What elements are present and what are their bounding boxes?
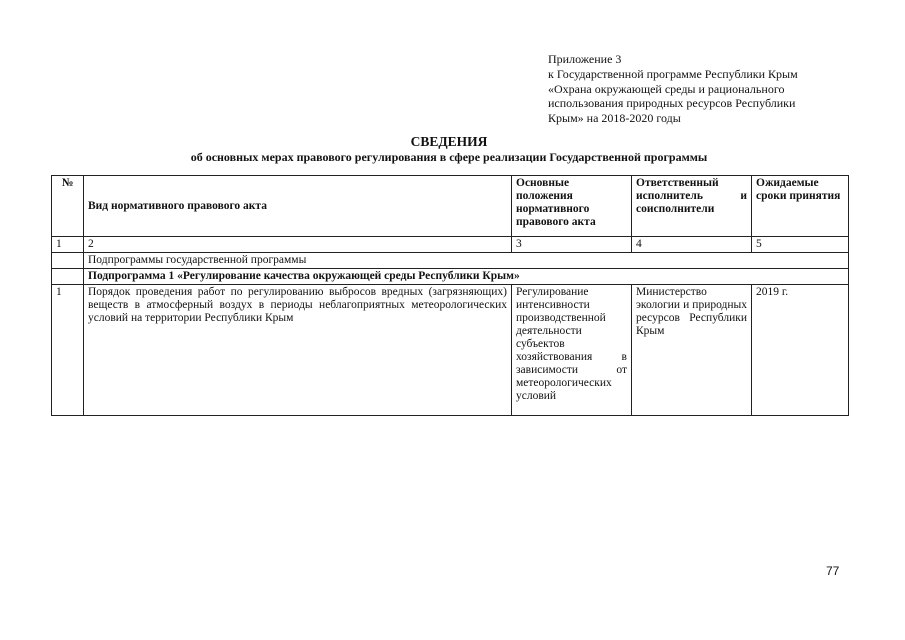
measures-table [51,175,849,416]
row-responsible: Министерство экологии и природных ресурсов Республики Крым [632,285,752,416]
appendix-note [548,52,878,126]
column-number: 5 [752,237,849,253]
appendix-line: к Государственной программе Республики Крым [548,66,798,81]
appendix-line: Крым» на 2018-2020 годы [548,111,681,126]
section-row [52,253,849,269]
column-number: 2 [84,237,512,253]
row-term: 2019 г. [752,285,849,416]
empty-cell [52,269,84,285]
page-number: 77 [826,564,840,578]
section-label: Подпрограммы государственной программы [84,253,849,269]
subprogram-row [52,269,849,285]
header-term: Ожидаемые сроки принятия [752,176,849,237]
table-header-row [52,176,849,237]
header-act-type: Вид нормативного правового акта [84,176,512,237]
column-number: 4 [632,237,752,253]
subprogram-title: Подпрограмма 1 «Регулирование качества окружающей среды Республики Крым» [84,269,849,285]
table-row [52,285,849,416]
header-num: № [52,176,84,237]
header-responsible: Ответственный исполнитель и соисполнители [632,176,752,237]
row-num: 1 [52,285,84,416]
column-number: 3 [512,237,632,253]
appendix-line: использования природных ресурсов Республики [548,96,796,111]
appendix-line: Приложение 3 [548,52,622,66]
appendix-line: «Охрана окружающей среды и рационального [548,81,785,96]
header-provisions: Основные положения нормативного правового акта [512,176,632,237]
empty-cell [52,253,84,269]
document-title [50,134,848,165]
row-act: Порядок проведения работ по регулированию выбросов вредных (загрязняющих) веществ в атмосферный воздух в периоды неблагоприятных метеорологических условий на территории Республики Крым [84,285,512,416]
column-number: 1 [52,237,84,253]
column-number-row [52,237,849,253]
row-provisions: Регулирование интенсивности производственной деятельности субъектов хозяйствования в зависимости от метеорологических условий [512,285,632,416]
title-main: СВЕДЕНИЯ [410,134,488,149]
title-subtitle: об основных мерах правового регулирования в сфере реализации Государственной программы [190,150,708,164]
